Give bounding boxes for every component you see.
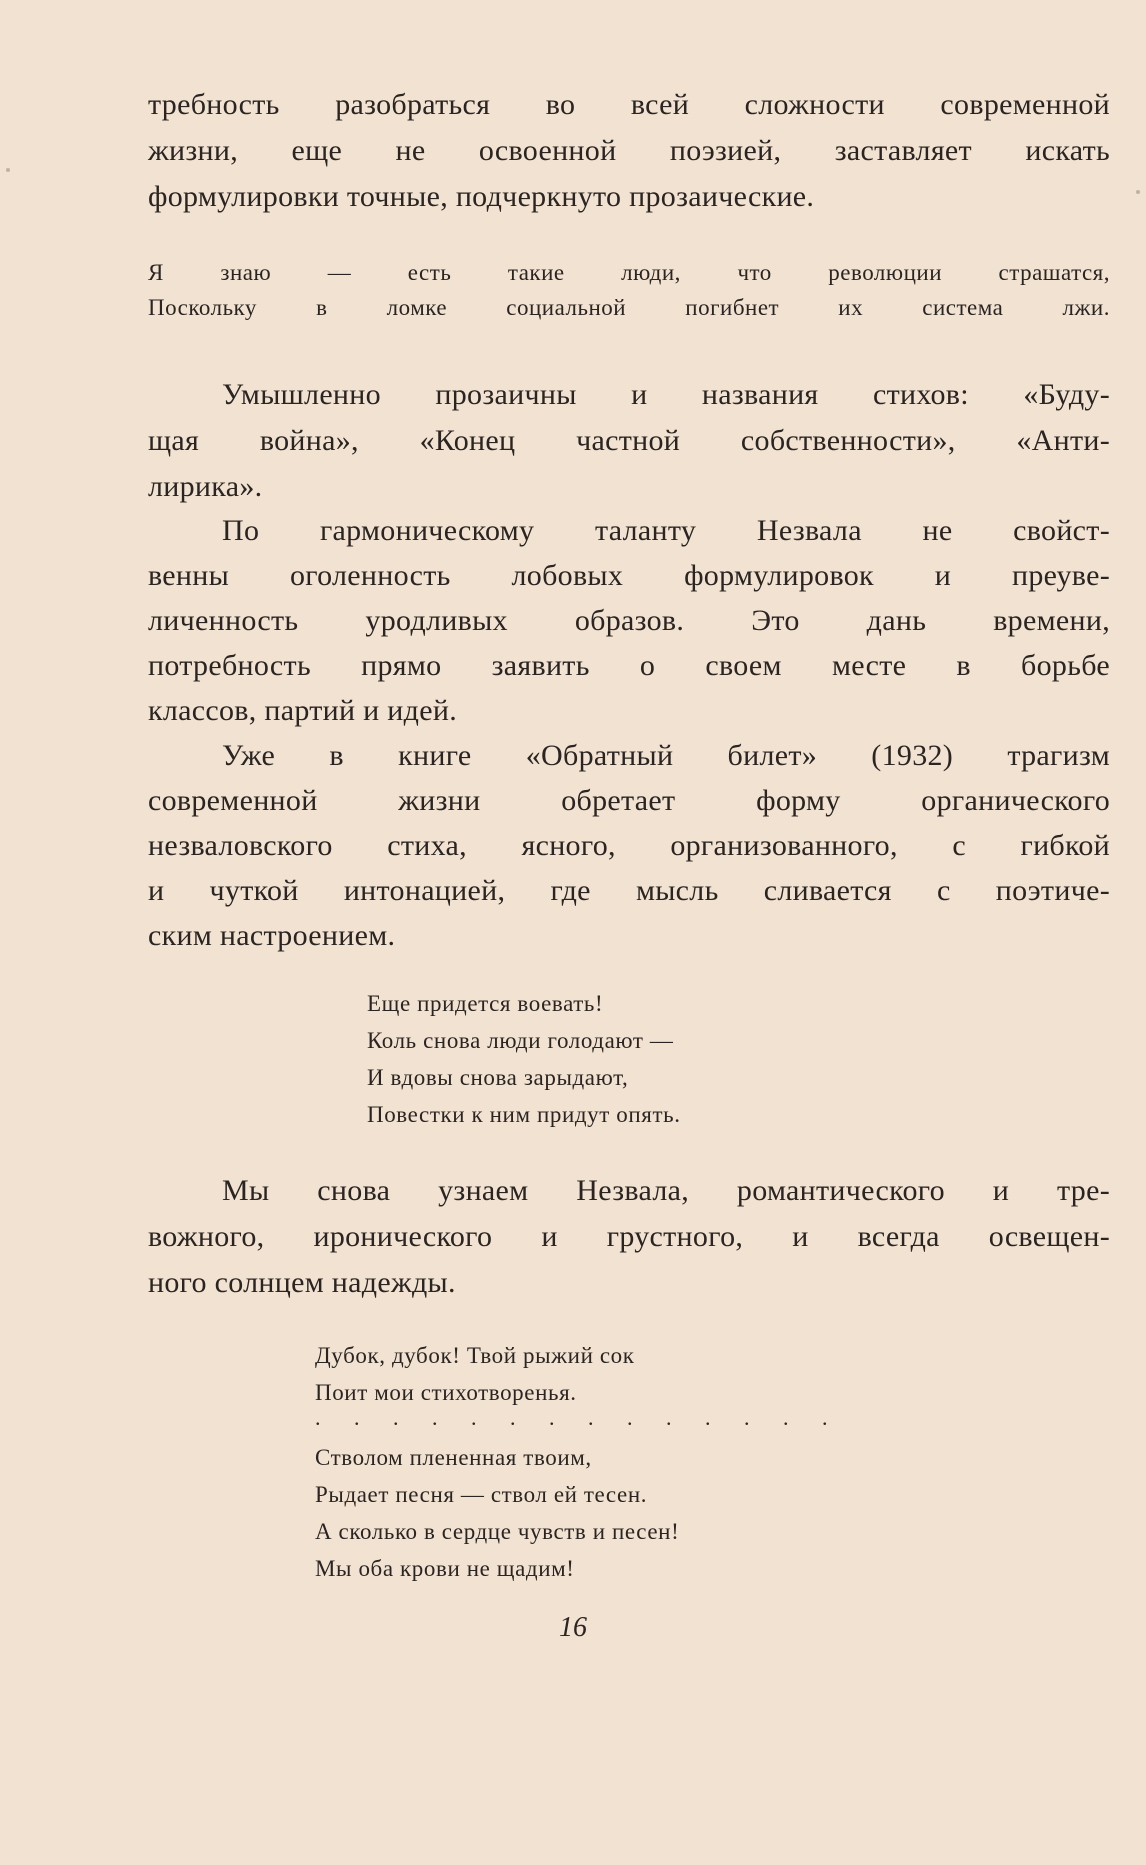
paragraph-3-line-5: ским настроением. [148, 919, 396, 952]
paragraph-4-line-2: вожного, иронического и грустного, и всегда освещен- [148, 1220, 1110, 1253]
verse-omission-dots: . . . . . . . . . . . . . . [315, 1405, 842, 1430]
scan-speck [6, 168, 10, 172]
verse-2-line-6: Мы оба крови не щадим! [315, 1556, 575, 1581]
paragraph-4-line-3: ного солнцем надежды. [148, 1266, 456, 1299]
paragraph-2-line-2: венны оголенность лобовых формулировок и преуве- [148, 559, 1110, 592]
paragraph-2-line-4: потребность прямо заявить о своем месте в борьбе [148, 649, 1110, 682]
paragraph-1-line-1: Умышленно прозаичны и названия стихов: «Буду- [222, 378, 1110, 411]
paragraph-2-line-1: По гармоническому таланту Незвала не свойст- [222, 514, 1110, 547]
paragraph-1-line-3: лирика». [148, 470, 263, 503]
paragraph-3-line-3: незваловского стиха, ясного, организованного, с гибкой [148, 829, 1110, 862]
verse-1-line-2: Коль снова люди голодают — [367, 1028, 674, 1053]
paragraph-1-line-2: щая война», «Конец частной собственности», «Анти- [148, 424, 1110, 457]
verse-2-line-1: Дубок, дубок! Твой рыжий сок [315, 1343, 635, 1368]
verse-1-line-3: И вдовы снова зарыдают, [367, 1065, 629, 1090]
paragraph-4-line-1: Мы снова узнаем Незвала, романтического и тре- [222, 1174, 1110, 1207]
intro-line-2: жизни, еще не освоенной поэзией, заставляет искать [148, 134, 1110, 167]
verse-1-line-1: Еще придется воевать! [367, 991, 604, 1016]
verse-2-line-4: Рыдает песня — ствол ей тесен. [315, 1482, 648, 1507]
verse-2-line-3: Стволом плененная твоим, [315, 1445, 592, 1470]
paragraph-3-line-2: современной жизни обретает форму органического [148, 784, 1110, 817]
scan-speck [1136, 190, 1140, 194]
quote-line-2: Поскольку в ломке социальной погибнет их система лжи. [148, 295, 1110, 320]
paragraph-2-line-3: личенность уродливых образов. Это дань времени, [148, 604, 1110, 637]
verse-2-line-2: Поит мои стихотворенья. [315, 1380, 577, 1405]
paragraph-2-line-5: классов, партий и идей. [148, 694, 457, 727]
paragraph-3-line-4: и чуткой интонацией, где мысль сливается с поэтиче- [148, 874, 1110, 907]
intro-line-1: требность разобраться во всей сложности современной [148, 88, 1110, 121]
paragraph-3-line-1: Уже в книге «Обратный билет» (1932) трагизм [222, 739, 1110, 772]
intro-line-3: формулировки точные, подчеркнуто прозаические. [148, 180, 815, 213]
page-number: 16 [559, 1612, 587, 1643]
quote-line-1: Я знаю — есть такие люди, что революции страшатся, [148, 260, 1110, 285]
verse-1-line-4: Повестки к ним придут опять. [367, 1102, 681, 1127]
verse-2-line-5: А сколько в сердце чувств и песен! [315, 1519, 680, 1544]
